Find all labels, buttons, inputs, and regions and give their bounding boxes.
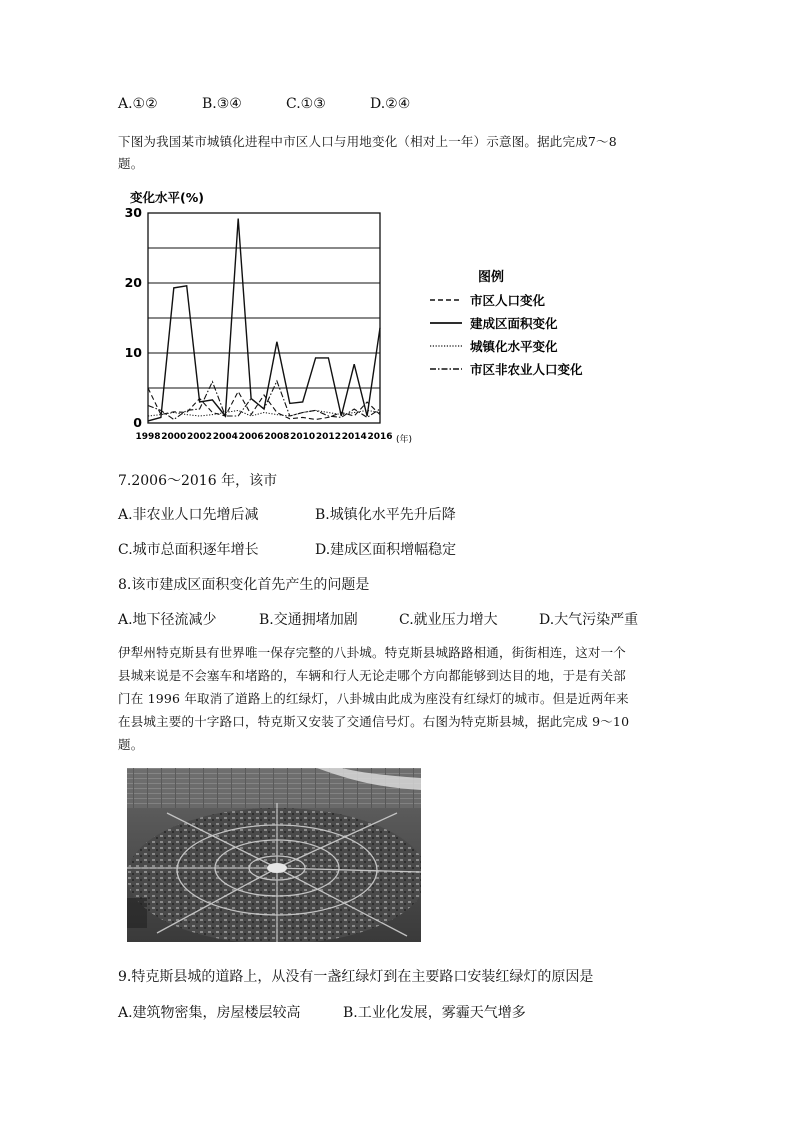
x-tick-2010: 2010 xyxy=(290,432,316,442)
y-tick-30: 30 xyxy=(124,205,142,220)
y-tick-20: 20 xyxy=(124,275,142,290)
q7-option-b: B.城镇化水平先升后降 xyxy=(315,507,456,523)
chart-legend xyxy=(430,269,583,377)
intro-9-10-line-2: 县城来说是不会塞车和堵路的，车辆和行人无论走哪个方向都能够到达目的地，于是有关部 xyxy=(118,668,627,683)
x-tick-2008: 2008 xyxy=(264,432,290,442)
q7-option-a: A.非农业人口先增后减 xyxy=(118,507,259,523)
y-tick-0: 0 xyxy=(133,415,142,430)
q9-option-a: A.建筑物密集，房屋楼层较高 xyxy=(118,1005,301,1021)
intro-9-10-line-5: 题。 xyxy=(118,737,144,752)
q8-option-c: C.就业压力增大 xyxy=(399,612,498,628)
series-lines xyxy=(148,219,380,421)
y-tick-10: 10 xyxy=(124,345,142,360)
q6-option-b: B.③④ xyxy=(202,96,242,112)
q6-option-c: C.①③ xyxy=(286,96,326,112)
urbanization-chart xyxy=(118,186,598,448)
plot-grid xyxy=(148,213,380,423)
x-tick-labels xyxy=(135,432,392,442)
legend-label-2: 建成区面积变化 xyxy=(470,316,558,331)
x-tick-2014: 2014 xyxy=(341,432,367,442)
q8-stem: 8.该市建成区面积变化首先产生的问题是 xyxy=(118,577,370,593)
tekes-aerial-photo xyxy=(127,768,421,942)
x-tick-2000: 2000 xyxy=(161,432,187,442)
chart-ylabel: 变化水平(%) xyxy=(130,190,204,205)
intro-7-8-line-2: 题。 xyxy=(118,156,144,171)
legend-label-3: 城镇化水平变化 xyxy=(470,339,558,354)
x-tick-2006: 2006 xyxy=(238,432,264,442)
legend-title: 图例 xyxy=(478,270,505,285)
intro-7-8-line-1: 下图为我国某市城镇化进程中市区人口与用地变化（相对上一年）示意图。据此完成7～8 xyxy=(118,134,617,149)
q9-option-b: B.工业化发展，雾霾天气增多 xyxy=(343,1005,526,1021)
x-tick-2016: 2016 xyxy=(367,432,393,442)
q8-option-d: D.大气污染严重 xyxy=(539,612,639,628)
x-tick-1998: 1998 xyxy=(135,432,161,442)
x-tick-2012: 2012 xyxy=(315,432,341,442)
intro-9-10-line-3: 门在 1996 年取消了道路上的红绿灯，八卦城由此成为座没有红绿灯的城市。但是近两年来 xyxy=(118,691,629,706)
q6-option-a: A.①② xyxy=(118,96,158,112)
q7-option-c: C.城市总面积逐年增长 xyxy=(118,542,259,558)
y-tick-labels xyxy=(125,205,143,430)
intro-9-10-line-4: 在县城主要的十字路口，特克斯又安装了交通信号灯。右图为特克斯县城，据此完成 9～10 xyxy=(118,714,630,729)
series-line-2 xyxy=(148,219,380,421)
legend-label-1: 市区人口变化 xyxy=(470,293,546,308)
q8-option-b: B.交通拥堵加剧 xyxy=(259,612,358,628)
intro-9-10-line-1: 伊犁州特克斯县有世界唯一保存完整的八卦城。特克斯县城路路相通，街街相连，这对一个 xyxy=(118,645,627,660)
x-tick-2004: 2004 xyxy=(212,432,238,442)
q8-option-a: A.地下径流减少 xyxy=(118,612,217,628)
x-tick-2002: 2002 xyxy=(187,432,213,442)
q7-option-d: D.建成区面积增幅稳定 xyxy=(315,542,457,558)
legend-label-4: 市区非农业人口变化 xyxy=(470,362,583,377)
chart-xlabel: (年) xyxy=(396,435,413,445)
q7-stem: 7.2006～2016 年，该市 xyxy=(118,473,278,489)
q6-option-d: D.②④ xyxy=(370,96,411,112)
q9-stem: 9.特克斯县城的道路上，从没有一盏红绿灯到在主要路口安装红绿灯的原因是 xyxy=(118,969,594,985)
